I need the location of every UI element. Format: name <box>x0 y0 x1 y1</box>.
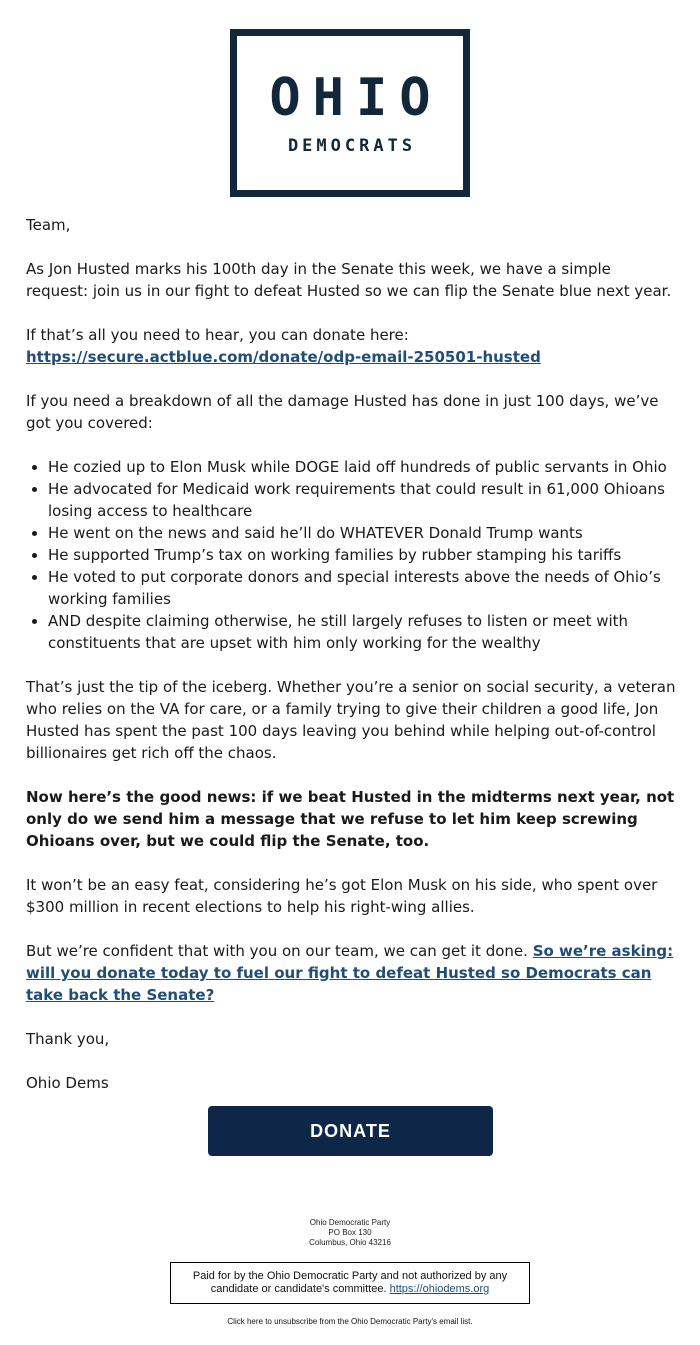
list-item: • AND despite claiming otherwise, he still largely refuses to listen or meet with constituents that are upset with him only working for the wealthy <box>48 610 676 654</box>
donate-prompt-paragraph <box>26 324 676 368</box>
good-news-paragraph: Now here’s the good news: if we beat Husted in the midterms next year, not only do we send him a message that we refuse to let him keep screwing Ohioans over, but we could flip the Senate, too. <box>26 788 675 850</box>
list-item: • He went on the news and said he’ll do WHATEVER Donald Trump wants <box>48 522 676 544</box>
confident-text: But we’re confident that with you on our team, we can get it done. <box>26 942 528 960</box>
donate-button[interactable]: DONATE <box>208 1106 493 1156</box>
list-item: • He advocated for Medicaid work requirements that could result in 61,000 Ohioans losing access to healthcare <box>48 478 676 522</box>
logo-ohio-text: OHIO <box>269 67 443 128</box>
list-item: • He voted to put corporate donors and special interests above the needs of Ohio’s working families <box>48 566 676 610</box>
ask-paragraph <box>26 940 676 1006</box>
signoff: Thank you, <box>26 1030 110 1048</box>
list-item: • He cozied up to Elon Musk while DOGE laid off hundreds of public servants in Ohio <box>48 456 676 478</box>
list-item: • He supported Trump’s tax on working families by rubber stamping his tariffs <box>48 544 676 566</box>
intro-paragraph: As Jon Husted marks his 100th day in the Senate this week, we have a simple request: join us in our fight to defeat Husted so we can flip the Senate blue next year. <box>26 260 672 300</box>
address-city: Columbus, Ohio 43216 <box>309 1238 391 1247</box>
donate-prompt-text: If that’s all you need to hear, you can donate here: <box>26 326 409 344</box>
logo-democrats-text: DEMOCRATS <box>287 135 417 156</box>
iceberg-paragraph: That’s just the tip of the iceberg. Whether you’re a senior on social security, a veteran who relies on the VA for care, or a family trying to give their children a good life, Jon Husted has spent the past 100 days leaving you behind while helping out-of-control billionaires get rich off the chaos. <box>26 678 676 762</box>
paid-for-disclaimer <box>170 1262 530 1304</box>
damage-list <box>26 456 676 654</box>
address-po: PO Box 130 <box>328 1228 372 1237</box>
donate-link[interactable]: https://secure.actblue.com/donate/odp-email-250501-husted <box>26 348 541 366</box>
breakdown-intro: If you need a breakdown of all the damage Husted has done in just 100 days, we’ve got you covered: <box>26 392 659 432</box>
unsubscribe-link[interactable]: Click here to unsubscribe from the Ohio Democratic Party's email list. <box>227 1317 473 1326</box>
ohio-democrats-logo <box>230 29 470 197</box>
disclaimer-text: Paid for by the Ohio Democratic Party and not authorized by any candidate or candidate's committee. <box>192 1270 508 1295</box>
mailing-address <box>0 1218 700 1248</box>
email-content <box>26 214 676 1116</box>
greeting: Team, <box>26 216 71 234</box>
musk-paragraph: It won’t be an easy feat, considering he’s got Elon Musk on his side, who spent over $300 million in recent elections to help his right-wing allies. <box>26 876 658 916</box>
signature: Ohio Dems <box>26 1074 109 1092</box>
ohiodems-link[interactable]: https://ohiodems.org <box>389 1283 490 1295</box>
donate-ask-link[interactable]: So we’re asking: will you donate today to fuel our fight to defeat Husted so Democrats can take back the Senate? <box>26 942 674 1004</box>
address-org: Ohio Democratic Party <box>309 1218 391 1227</box>
